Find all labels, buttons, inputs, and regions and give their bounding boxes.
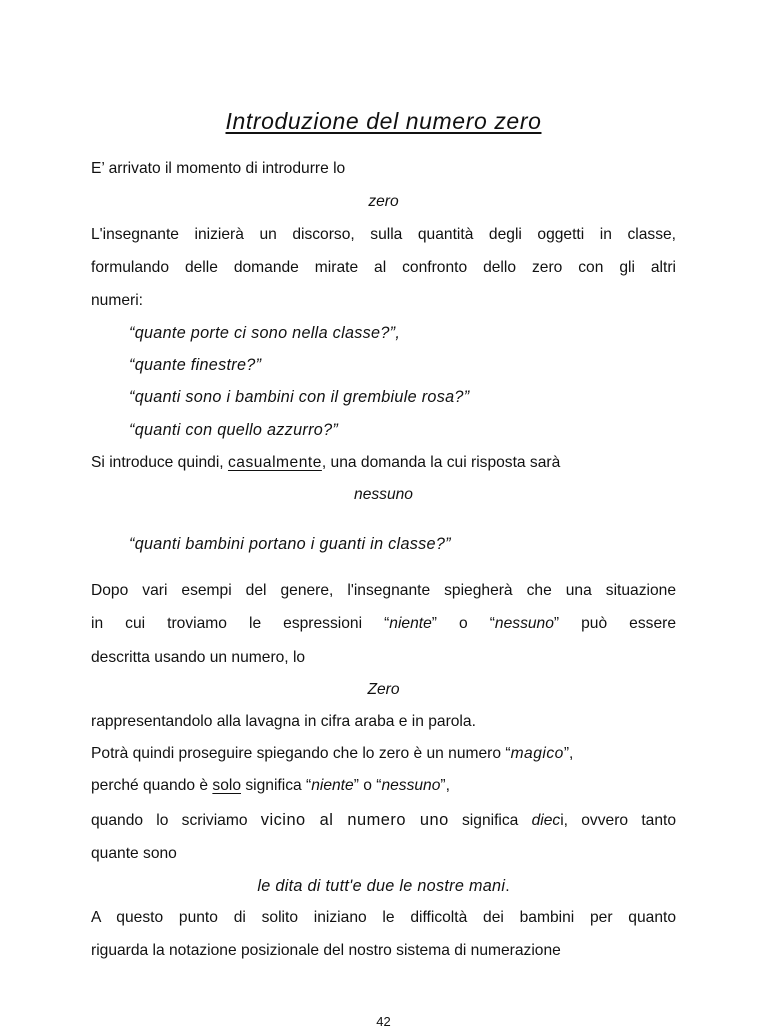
text-run: quando lo scriviamo — [91, 812, 261, 829]
text-run: significa — [448, 812, 532, 829]
text-run: Potrà quindi proseguire spiegando che lo zero è un numero “ — [91, 745, 511, 762]
paragraph-line: riguarda la notazione posizionale del nostro sistema di numerazione — [91, 942, 561, 959]
document-page — [91, 0, 676, 1029]
italic-word: diec — [531, 812, 561, 829]
question-quote: “quanti sono i bambini con il grembiule rosa?” — [129, 388, 470, 406]
text-run: ”, — [440, 777, 450, 794]
italic-word: nessuno — [381, 777, 441, 794]
paragraph-line — [91, 613, 676, 635]
page-title: Introduzione del numero zero — [225, 108, 542, 134]
text-run: , una domanda la cui risposta sarà — [321, 454, 561, 471]
italic-word: magico — [510, 745, 564, 762]
paragraph-line: rappresentandolo alla lavagna in cifra araba e in parola. — [91, 713, 476, 730]
highlight-word-nessuno: nessuno — [354, 486, 413, 503]
text-run: . — [505, 878, 510, 895]
highlight-word-zero: zero — [368, 193, 399, 210]
italic-word: niente — [311, 777, 354, 794]
text-run: perché quando è — [91, 777, 213, 794]
page-number: 42 — [376, 1014, 391, 1029]
text-run: in cui troviamo le espressioni “ — [91, 615, 390, 632]
italic-phrase: le dita di tutt'e due le nostre mani — [257, 877, 506, 895]
paragraph-line: numeri: — [91, 292, 143, 309]
paragraph-line — [91, 452, 676, 474]
paragraph-line: Dopo vari esempi del genere, l'insegnante spiegherà che una situazione — [91, 582, 676, 599]
paragraph-line: L'insegnante inizierà un discorso, sulla quantità degli oggetti in classe, — [91, 226, 676, 243]
paragraph-line — [91, 743, 676, 765]
italic-word: nessuno — [494, 615, 554, 632]
paragraph-line: E’ arrivato il momento di introdurre lo — [91, 160, 346, 177]
question-quote: “quante porte ci sono nella classe?”, — [129, 324, 401, 342]
text-run: i, ovvero tanto — [560, 812, 676, 829]
question-quote: “quante finestre?” — [129, 356, 262, 374]
text-run: ” può essere — [553, 615, 676, 632]
paragraph-line: quante sono — [91, 845, 177, 862]
paragraph-line — [91, 809, 676, 832]
paragraph-line: formulando delle domande mirate al confronto dello zero con gli altri — [91, 259, 676, 276]
text-run: ” o “ — [353, 777, 382, 794]
underlined-word: casualmente — [227, 454, 322, 471]
paragraph-line: descritta usando un numero, lo — [91, 649, 306, 666]
paragraph-line: A questo punto di solito iniziano le difficoltà dei bambini per quanto — [91, 909, 676, 926]
italic-word: niente — [389, 615, 432, 632]
highlight-phrase — [91, 875, 676, 898]
question-quote: “quanti bambini portano i guanti in classe?” — [129, 535, 451, 553]
text-run: Si introduce quindi, — [91, 454, 228, 471]
text-run: significa “ — [241, 777, 312, 794]
underlined-word: solo — [212, 777, 241, 794]
text-run: ” o “ — [431, 615, 495, 632]
emphasis-phrase: vicino al numero uno — [260, 811, 449, 829]
paragraph-line — [91, 775, 676, 797]
highlight-word-zero: Zero — [367, 681, 400, 698]
text-run: ”, — [563, 745, 574, 762]
question-quote: “quanti con quello azzurro?” — [129, 421, 339, 439]
